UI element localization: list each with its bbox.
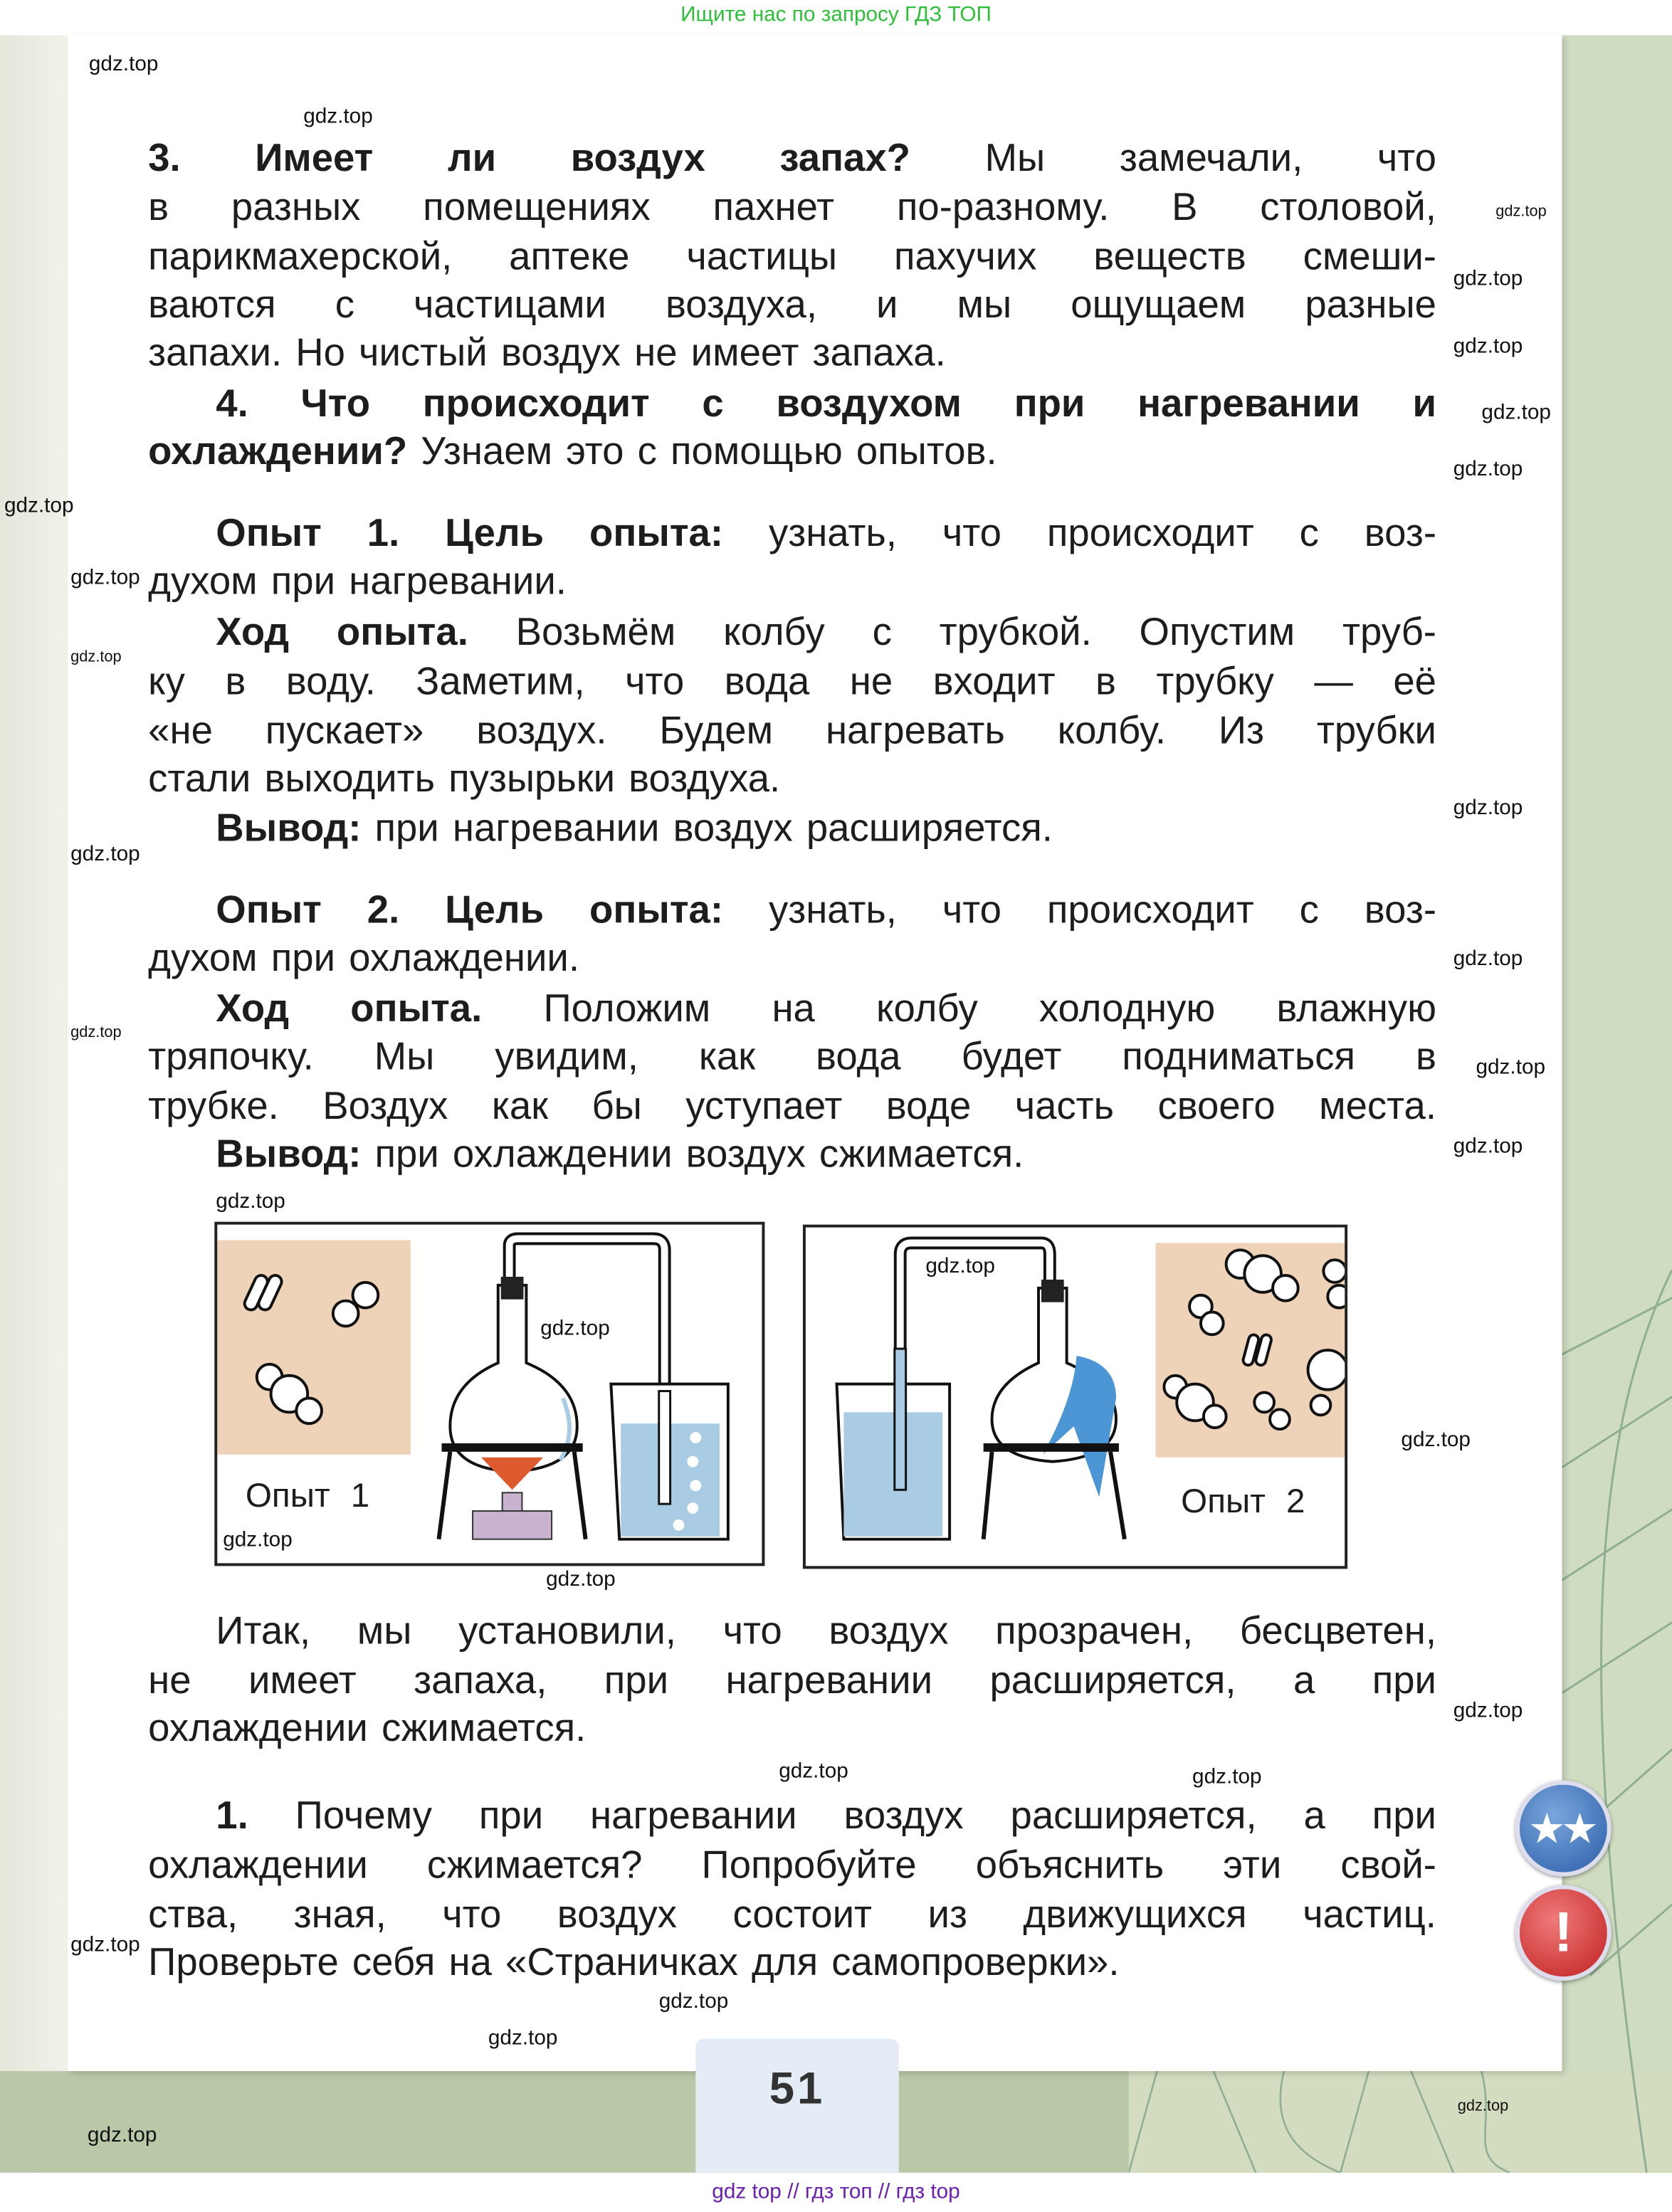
watermark-text: gdz.top (1453, 796, 1523, 820)
watermark-text: gdz.top (925, 1254, 995, 1278)
text-line (148, 755, 1436, 803)
text-line (148, 1656, 1436, 1704)
text-line (216, 985, 1436, 1033)
experiment-1-label: Опыт 1 (245, 1477, 370, 1515)
text: Узнаем это с помощью опытов. (407, 428, 997, 473)
text: стали выходить пузырьки воздуха. (148, 756, 781, 800)
watermark-text: gdz.top (223, 1527, 293, 1552)
text: «не пускает» воздух. Будем нагревать колбу. Из трубки (148, 708, 1436, 752)
text-line (148, 934, 1436, 981)
text-line (148, 184, 1436, 231)
text-line (148, 557, 1436, 605)
text-line (216, 379, 1436, 427)
text-line (148, 1033, 1436, 1080)
text-line (216, 1607, 1436, 1655)
text: охлаждении сжимается? Попробуйте объяснить эти свой- (148, 1842, 1436, 1887)
bold-text: 4. Что происходит с воздухом при нагревании и (216, 381, 1436, 425)
bold-text: 1. (216, 1793, 248, 1837)
bold-text: Вывод: (216, 805, 362, 850)
watermark-text: gdz.top (1453, 266, 1523, 291)
text-line (148, 658, 1436, 705)
search-hint-link[interactable]: Ищите нас по запросу ГДЗ ТОП (680, 2, 992, 27)
text: ства, зная, что воздух состоит из движущихся частиц. (148, 1892, 1436, 1936)
text: Проверьте себя на «Страничках для самопроверки». (148, 1939, 1120, 1984)
text: Итак, мы установили, что воздух прозрачен, бесцветен, (216, 1608, 1436, 1653)
text: ваются с частицами воздуха, и мы ощущаем разные (148, 282, 1436, 326)
text-line (148, 134, 1436, 181)
watermark-text: gdz.top (1453, 1134, 1523, 1159)
watermark-text: gdz.top (540, 1316, 610, 1341)
footer-links[interactable]: gdz top // гдз топ // гдз top (712, 2179, 960, 2204)
bold-text: Опыт 1. Цель опыта: (216, 510, 724, 555)
watermark-text: gdz.top (779, 1759, 848, 1784)
text-line (216, 510, 1436, 557)
text: тряпочку. Мы увидим, как вода будет подниматься в (148, 1034, 1436, 1078)
text: Почему при нагревании воздух расширяется, а при (248, 1793, 1436, 1837)
watermark-text: gdz.top (70, 1932, 140, 1957)
text: Мы замечали, что (910, 135, 1436, 179)
stars-button[interactable] (1515, 1781, 1611, 1877)
text: запахи. Но чистый воздух не имеет запаха. (148, 330, 946, 374)
text-line (216, 1130, 1436, 1178)
text: парикмахерской, аптеке частицы пахучих веществ смеши- (148, 234, 1436, 278)
text-line (148, 1890, 1436, 1938)
text-line (148, 280, 1436, 328)
alert-button[interactable] (1515, 1885, 1611, 1981)
watermark-text: gdz.top (70, 842, 140, 867)
watermark-text: gdz.top (1453, 457, 1523, 481)
watermark-text: gdz.top (1401, 1428, 1471, 1452)
text-line (216, 1792, 1436, 1840)
text-line (148, 1082, 1436, 1129)
watermark-text: gdz.top (88, 52, 159, 77)
watermark-text: gdz.top (1453, 1698, 1523, 1723)
watermark-text: gdz.top (87, 2123, 157, 2148)
text-line (148, 1705, 1436, 1752)
text: в разных помещениях пахнет по-разному. В столовой, (148, 184, 1436, 229)
experiment-1-figure (214, 1222, 764, 1566)
exclamation-icon: ! (1554, 1901, 1573, 1964)
text: при нагревании воздух расширяется. (361, 805, 1053, 850)
watermark-text: gdz.top (1453, 334, 1523, 359)
watermark-text: gdz.top (546, 1567, 616, 1592)
text: духом при нагревании. (148, 558, 567, 603)
watermark-text: gdz.top (1457, 2097, 1509, 2115)
text: узнать, что происходит с воз- (723, 510, 1437, 555)
bold-text: Ход опыта. (216, 609, 468, 653)
page-number: 51 (769, 2063, 826, 2114)
watermark-text: gdz.top (1495, 203, 1547, 221)
text: охлаждении сжимается. (148, 1705, 587, 1750)
text-line (216, 608, 1436, 655)
experiment-2-label: Опыт 2 (1181, 1482, 1305, 1521)
leaf-decoration-bottom (1129, 2071, 1562, 2173)
watermark-text: gdz.top (70, 565, 140, 590)
watermark-text: gdz.top (1481, 400, 1551, 425)
watermark-text: gdz.top (4, 493, 74, 518)
bold-text: Опыт 2. Цель опыта: (216, 887, 724, 932)
watermark-text: gdz.top (1476, 1055, 1546, 1080)
leaf-decoration (1562, 1270, 1672, 2173)
text-line (148, 707, 1436, 754)
text: при охлаждении воздух сжимается. (361, 1131, 1024, 1176)
watermark-text: gdz.top (658, 1989, 729, 2013)
text: не имеет запаха, при нагревании расширяется, а при (148, 1658, 1436, 1702)
text: трубке. Воздух как бы уступает воде часть своего места. (148, 1083, 1436, 1127)
watermark-text: gdz.top (488, 2026, 558, 2050)
text-line (148, 1939, 1436, 1986)
text: Положим на колбу холодную влажную (482, 986, 1436, 1031)
experiment-2-figure (803, 1225, 1347, 1569)
text: Возьмём колбу с трубкой. Опустим труб- (468, 609, 1436, 653)
text-line (148, 233, 1436, 280)
watermark-text: gdz.top (303, 104, 373, 129)
watermark-text: gdz.top (1453, 947, 1523, 971)
bold-text: Вывод: (216, 1131, 362, 1176)
left-margin-background (0, 36, 68, 2173)
bold-text: охлаждении? (148, 428, 408, 473)
text: ку в воду. Заметим, что вода не входит в трубку — её (148, 658, 1436, 703)
text-line (148, 329, 1436, 376)
text-line (148, 1841, 1436, 1889)
text-line (216, 886, 1436, 934)
text: духом при охлаждении. (148, 935, 580, 979)
watermark-text: gdz.top (70, 648, 122, 666)
bold-text: Ход опыта. (216, 986, 483, 1031)
watermark-text: gdz.top (1192, 1764, 1262, 1789)
text-line (148, 428, 1436, 475)
stars-icon: ★★ (1530, 1806, 1597, 1849)
text-line (216, 804, 1436, 852)
text: узнать, что происходит с воз- (723, 887, 1437, 932)
watermark-text: gdz.top (216, 1189, 285, 1213)
bold-text: 3. Имеет ли воздух запах? (148, 135, 910, 179)
watermark-text: gdz.top (70, 1024, 122, 1041)
